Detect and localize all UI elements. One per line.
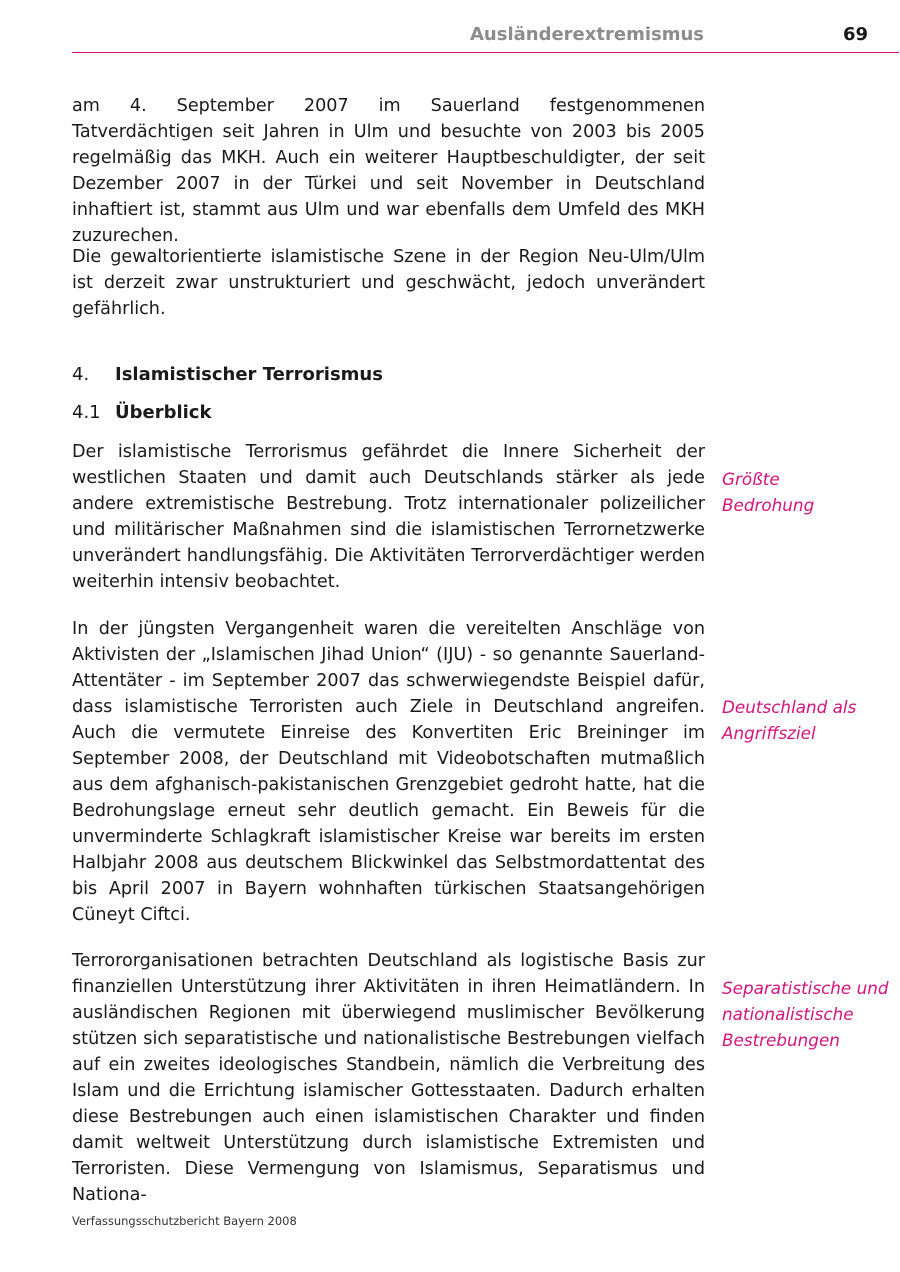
margin-note-separatism [722,975,900,1053]
margin-note-line: Separatistische und [722,978,889,998]
margin-note-line: Bedrohung [722,495,815,515]
margin-note-line: Deutschland als [722,697,857,717]
running-header-title: Ausländerextremismus [470,24,704,45]
body-paragraph-2: In der jüngsten Vergangenheit waren die vereitelten Anschläge von Aktivisten der „Islamischen Jihad Union“ (IJU) - so genannte Sauerland-Attentäter - im September 2007 das schwerwiegendste Beispiel dafür, dass islamistische Terroristen auch Ziele in Deutschland angreifen. Auch die vermutete Einreise des Konvertiten Eric Breininger im September 2008, der Deutschland mit Videobotschaften mutmaßlich aus dem afghanisch-pakistanischen Grenzgebiet gedroht hatte, hat die Bedrohungslage erneut sehr deutlich gemacht. Ein Beweis für die unverminderte Schlagkraft islamistischer Kreise war bereits im ersten Halbjahr 2008 aus deutschem Blickwinkel das Selbstmordattentat des bis April 2007 in Bayern wohnhaften türkischen Staatsangehörigen Cüneyt Ciftci. [72,619,705,925]
subsection-title: Überblick [115,402,212,423]
subsection-number: 4.1 [72,402,101,423]
page-header [72,22,899,53]
page-footer: Verfassungsschutzbericht Bayern 2008 [72,1214,297,1228]
page-number: 69 [842,24,868,45]
margin-note-line: Angriffsziel [722,723,816,743]
margin-note-line: Bestrebungen [722,1030,840,1050]
intro-paragraph-2: Die gewaltorientierte islamistische Szene in der Region Neu-Ulm/Ulm ist derzeit zwar unstrukturiert und geschwächt, jedoch unverändert gefährlich. [72,247,705,319]
margin-note-line: nationalistische [722,1004,854,1024]
body-paragraph-1: Der islamistische Terrorismus gefährdet die Innere Sicherheit der westlichen Staaten und damit auch Deutschlands stärker als jede andere extremistische Bestrebung. Trotz internationaler polizeilicher und militärischer Maßnahmen sind die islamistischen Terrornetzwerke unverändert handlungsfähig. Die Aktivitäten Terrorverdächtiger werden weiterhin intensiv beobachtet. [72,442,705,592]
intro-paragraph-1: am 4. September 2007 im Sauerland festgenommenen Tatverdächtigen seit Jahren in Ulm und besuchte von 2003 bis 2005 regelmäßig das MKH. Auch ein weiterer Hauptbeschuldigter, der seit Dezember 2007 in der Türkei und seit November in Deutschland inhaftiert ist, stammt aus Ulm und war ebenfalls dem Umfeld des MKH zuzurechen. [72,96,705,246]
section-number: 4. [72,364,90,385]
margin-note-line: Größte [722,469,780,489]
section-title: Islamistischer Terrorismus [115,364,383,385]
section-heading [72,362,383,388]
body-paragraph-3: Terrororganisationen betrachten Deutschland als logistische Basis zur finanziellen Unterstützung ihrer Aktivitäten in ihren Heimatländern. In ausländischen Regionen mit überwiegend muslimischer Bevölkerung stützen sich separatistische und nationalistische Bestrebungen vielfach auf ein zweites ideologisches Standbein, nämlich die Verbreitung des Islam und die Errichtung islamischer Gottesstaaten. Dadurch erhalten diese Bestrebungen auch einen islamistischen Charakter und finden damit weltweit Unterstützung durch islamistische Extremisten und Terroristen. Diese Vermengung von Islamismus, Separatismus und Nationa- [72,951,705,1205]
margin-note-target [722,694,900,746]
margin-note-threat [722,466,900,518]
subsection-heading [72,400,211,426]
